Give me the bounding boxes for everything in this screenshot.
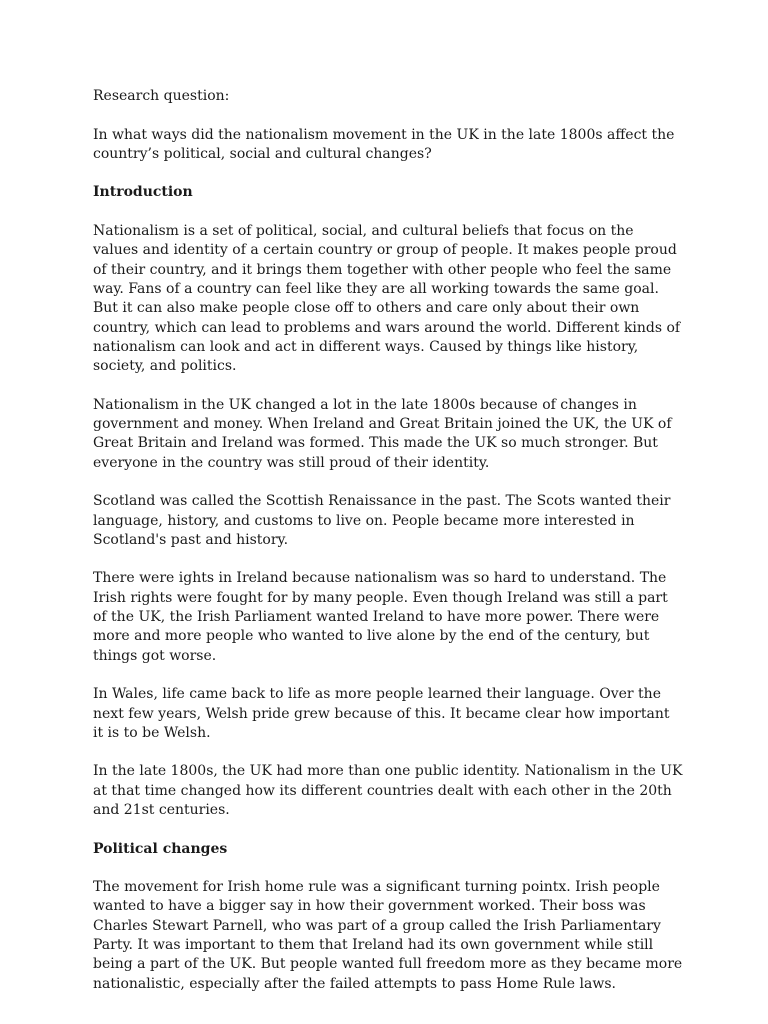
political-changes-heading: Political changes	[93, 840, 228, 857]
intro-paragraph-scotland: Scotland was called the Scottish Renaissance in the past. The Scots wanted their language, history, and customs to live on. People became more interested in Scotland's past and history.	[93, 493, 671, 548]
intro-paragraph-summary: In the late 1800s, the UK had more than one public identity. Nationalism in the UK at that time changed how its different countries dealt with each other in the 20th and 21st centuries.	[93, 763, 683, 818]
political-paragraph-home-rule: The movement for Irish home rule was a significant turning pointx. Irish people wanted to have a bigger say in how their government worked. Their boss was Charles Stewart Parnell, who was part of a group called the Irish Parliamentary Party. It was important to them that Ireland had its own government while still being a part of the UK. But people wanted full freedom more as they became more nationalistic, especially after the failed attempts to pass Home Rule laws.	[93, 879, 683, 992]
intro-paragraph-nationalism-definition: Nationalism is a set of political, social, and cultural beliefs that focus on the values and identity of a certain country or group of people. It makes people proud of their country, and it brings them together with other people who feel the same way. Fans of a country can feel like they are all working towards the same goal. But it can also make people close off to others and care only about their own country, which can lead to problems and wars around the world. Different kinds of nationalism can look and act in different ways. Caused by things like history, society, and politics.	[93, 223, 681, 375]
research-question-label: Research question:	[93, 88, 230, 104]
research-question-text: In what ways did the nationalism movement in the UK in the late 1800s affect the country’s political, social and cultural changes?	[93, 126, 675, 162]
intro-paragraph-wales: In Wales, life came back to life as more people learned their language. Over the next few years, Welsh pride grew because of this. It became clear how important it is to be Welsh.	[93, 686, 670, 741]
introduction-heading: Introduction	[93, 184, 193, 201]
intro-paragraph-uk-nationalism: Nationalism in the UK changed a lot in the late 1800s because of changes in government and money. When Ireland and Great Britain joined the UK, the UK of Great Britain and Ireland was formed. This made the UK so much stronger. But everyone in the country was still proud of their identity.	[93, 396, 672, 471]
document-body	[93, 87, 683, 1013]
intro-paragraph-ireland: There were ights in Ireland because nationalism was so hard to understand. The Irish rights were fought for by many people. Even though Ireland was still a part of the UK, the Irish Parliament wanted Ireland to have more power. There were more and more people who wanted to live alone by the end of the century, but things got worse.	[93, 570, 668, 664]
